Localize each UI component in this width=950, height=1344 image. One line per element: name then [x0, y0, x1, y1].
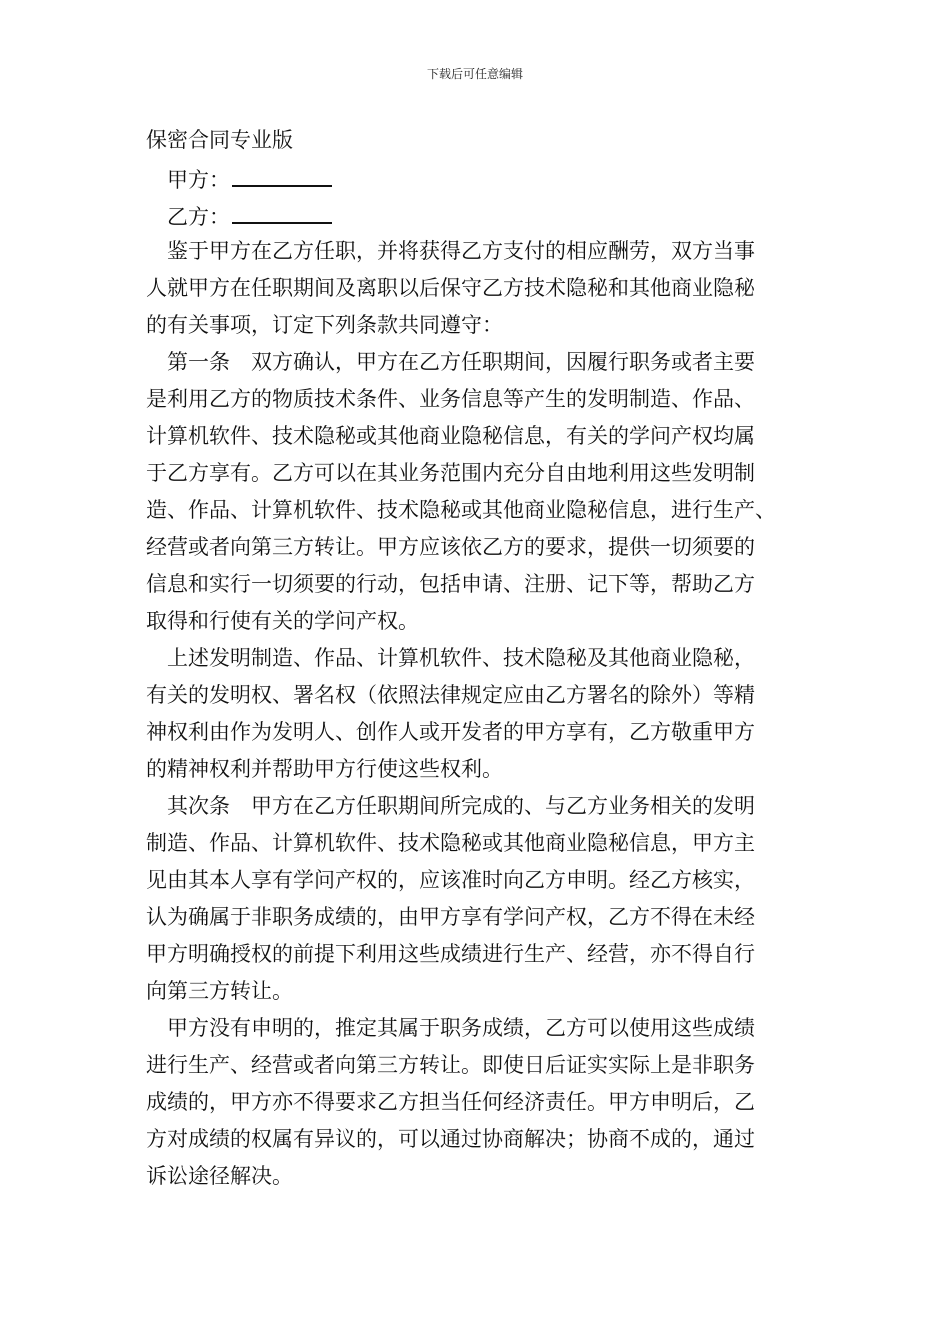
paragraph-line: 取得和行使有关的学问产权。 [146, 609, 419, 633]
document-body [146, 122, 826, 1195]
paragraph-line: 诉讼途径解决。 [146, 1164, 293, 1188]
paragraph-line: 造、作品、计算机软件、技术隐秘或其他商业隐秘信息，进行生产、 [146, 498, 776, 522]
paragraph-line: 甲方没有申明的，推定其属于职务成绩，乙方可以使用这些成绩 [167, 1016, 755, 1040]
paragraph-line: 见由其本人享有学问产权的，应该准时向乙方申明。经乙方核实， [146, 868, 755, 892]
paragraph-line: 甲方明确授权的前提下利用这些成绩进行生产、经营，亦不得自行 [146, 942, 755, 966]
paragraph-line: 方对成绩的权属有异议的，可以通过协商解决；协商不成的，通过 [146, 1127, 755, 1151]
paragraph-line: 制造、作品、计算机软件、技术隐秘或其他商业隐秘信息，甲方主 [146, 831, 755, 855]
paragraph-line: 经营或者向第三方转让。甲方应该依乙方的要求，提供一切须要的 [146, 535, 755, 559]
article-1-paragraph [146, 344, 826, 640]
party-b-blank [232, 196, 332, 224]
document-title: 保密合同专业版 [146, 128, 293, 152]
paragraph-line: 计算机软件、技术隐秘或其他商业隐秘信息，有关的学问产权均属 [146, 424, 755, 448]
paragraph-line: 鉴于甲方在乙方任职，并将获得乙方支付的相应酬劳，双方当事 [167, 239, 755, 263]
paragraph-line: 的精神权利并帮助甲方行使这些权利。 [146, 757, 503, 781]
paragraph-line: 成绩的，甲方亦不得要求乙方担当任何经济责任。甲方申明后，乙 [146, 1090, 755, 1114]
paragraph-line: 是利用乙方的物质技术条件、业务信息等产生的发明制造、作品、 [146, 387, 755, 411]
article-2-paragraph [146, 788, 826, 1010]
article-1-second-paragraph [146, 640, 826, 788]
party-a-line [146, 159, 826, 196]
paragraph-line: 人就甲方在任职期间及离职以后保守乙方技术隐秘和其他商业隐秘 [146, 276, 755, 300]
intro-paragraph [146, 233, 826, 344]
paragraph-line: 信息和实行一切须要的行动，包括申请、注册、记下等，帮助乙方 [146, 572, 755, 596]
paragraph-line: 认为确属于非职务成绩的，由甲方享有学问产权，乙方不得在未经 [146, 905, 755, 929]
paragraph-line: 进行生产、经营或者向第三方转让。即使日后证实实际上是非职务 [146, 1053, 755, 1077]
party-b-line [146, 196, 826, 233]
paragraph-line: 向第三方转让。 [146, 979, 293, 1003]
party-a-label: 甲方： [167, 168, 230, 192]
article-2-second-paragraph [146, 1010, 826, 1195]
paragraph-line: 神权利由作为发明人、创作人或开发者的甲方享有，乙方敬重甲方 [146, 720, 755, 744]
paragraph-line: 有关的发明权、署名权（依照法律规定应由乙方署名的除外）等精 [146, 683, 755, 707]
paragraph-line: 的有关事项，订定下列条款共同遵守： [146, 313, 503, 337]
paragraph-line: 上述发明制造、作品、计算机软件、技术隐秘及其他商业隐秘， [167, 646, 755, 670]
paragraph-line: 于乙方享有。乙方可以在其业务范围内充分自由地利用这些发明制 [146, 461, 755, 485]
paragraph-line: 其次条 甲方在乙方任职期间所完成的、与乙方业务相关的发明 [167, 794, 755, 818]
paragraph-line: 第一条 双方确认，甲方在乙方任职期间，因履行职务或者主要 [167, 350, 755, 374]
party-b-label: 乙方： [167, 205, 230, 229]
header-note: 下载后可任意编辑 [426, 67, 523, 81]
party-a-blank [232, 159, 332, 187]
